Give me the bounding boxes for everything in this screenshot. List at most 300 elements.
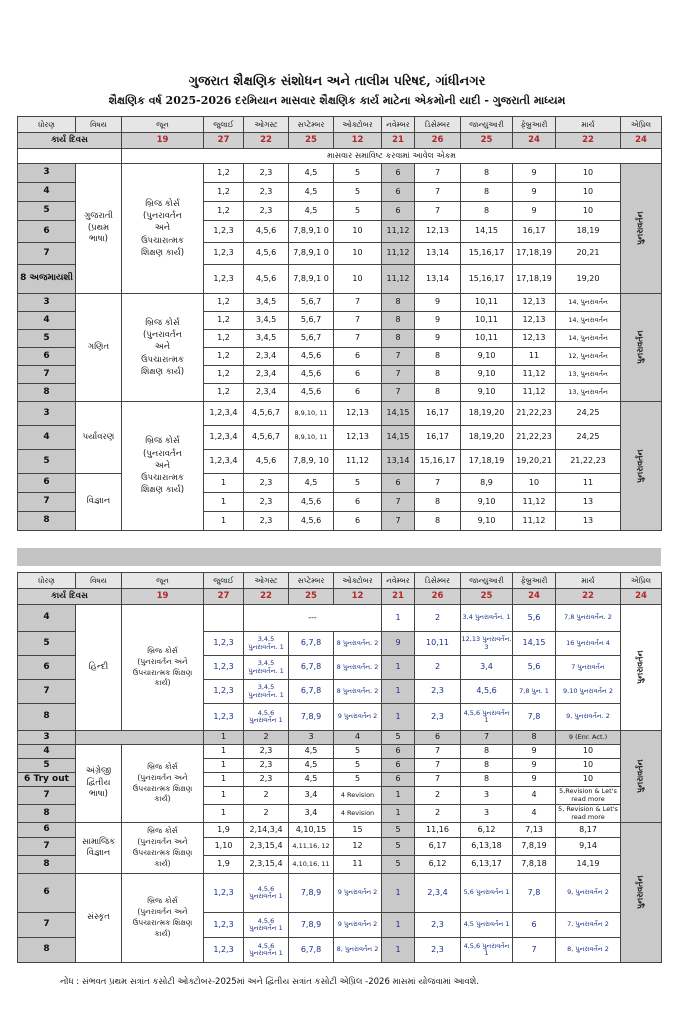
unit-cell: 8 — [382, 312, 415, 330]
unit-cell: 11 — [513, 348, 556, 366]
unit-cell: 7,8,18 — [513, 856, 556, 874]
unit-cell: 5,6,7 — [289, 330, 334, 348]
unit-cell: 7 — [382, 384, 415, 402]
unit-cell: 1,2,3 — [204, 874, 244, 913]
unit-cell: 8 પુનરાવર્તન. 2 — [334, 632, 382, 656]
unit-cell: 14, પુનરાવર્તન — [556, 330, 621, 348]
bridge-course-label — [122, 605, 204, 731]
unit-cell: 5 — [382, 731, 415, 745]
cell-line: (પુનરાવર્તન અને — [137, 772, 188, 782]
unit-cell: 3,4 — [289, 805, 334, 823]
unit-table-1 — [17, 116, 662, 531]
unit-cell: 1,2 — [204, 366, 244, 384]
unit-cell: 1,2,3 — [204, 632, 244, 656]
unit-cell: 9 પુનરાવર્તન 2 — [334, 913, 382, 938]
cell-line: અને — [154, 342, 171, 353]
unit-cell: 16 પુનરાવર્તન 4 — [556, 632, 621, 656]
revision-side-label — [621, 605, 662, 731]
column-header: માર્ચ — [556, 117, 621, 133]
cell-line: ભાષા) — [88, 234, 109, 245]
unit-cell: 2,3,15,4 — [244, 856, 289, 874]
unit-cell: 10 — [556, 164, 621, 183]
unit-cell: 4,5 — [289, 202, 334, 221]
unit-cell: 7 — [415, 202, 461, 221]
unit-cell: 5,6,7 — [289, 312, 334, 330]
unit-cell: 2,3 — [244, 474, 289, 493]
cell-line: દ્વિતીય — [86, 777, 111, 788]
unit-cell: 2,3,4 — [244, 384, 289, 402]
unit-cell: 1,2,3 — [204, 221, 244, 243]
cell-line: અને — [154, 223, 171, 234]
unit-cell: 1 — [204, 493, 244, 512]
unit-cell: 5 — [334, 183, 382, 202]
cell-line: ઉપચારાત્મક — [141, 235, 184, 246]
unit-cell: 12,13 — [415, 221, 461, 243]
unit-cell: 1,9 — [204, 856, 244, 874]
std-cell: 8 અજમાયશી — [18, 265, 76, 294]
unit-cell: 17,18,19 — [513, 265, 556, 294]
unit-cell: 7,8 પુન. 1 — [513, 680, 556, 704]
column-header: ફેબ્રુઆરી — [513, 573, 556, 589]
std-cell: 6 — [18, 221, 76, 243]
unit-cell: 1 — [382, 787, 415, 805]
std-cell: 3 — [18, 402, 76, 426]
unit-cell: 20,21 — [556, 243, 621, 265]
cell-line: કાર્ય) — [154, 794, 171, 804]
unit-cell: 14, પુનરાવર્તન — [556, 312, 621, 330]
column-header: ઓક્ટોબર — [334, 117, 382, 133]
unit-cell: 11,12 — [382, 243, 415, 265]
unit-cell: 1,2,3 — [204, 938, 244, 963]
unit-cell: 10 — [334, 265, 382, 294]
unit-cell: 3,4,5 પુનરાવર્તન. 1 — [244, 656, 289, 680]
unit-cell: 4,5,6 — [244, 265, 289, 294]
unit-cell: 5 — [334, 164, 382, 183]
unit-cell: 1,2,3 — [204, 656, 244, 680]
unit-table-2 — [17, 572, 662, 963]
unit-cell: 19,20 — [556, 265, 621, 294]
unit-cell: 12,13 — [334, 402, 382, 426]
subject-gujarati — [76, 164, 122, 294]
column-header: જૂન — [122, 117, 204, 133]
work-days-value: 12 — [334, 133, 382, 149]
unit-cell: 3 — [461, 805, 513, 823]
unit-cell: 7 — [415, 164, 461, 183]
unit-cell: 6 — [334, 512, 382, 531]
unit-cell: 4,5 પુનરાવર્તન 1 — [461, 913, 513, 938]
unit-cell: 2 — [415, 605, 461, 632]
unit-cell: 7,8,9 — [289, 704, 334, 731]
revision-side-label — [621, 731, 662, 823]
unit-cell: 8 — [415, 512, 461, 531]
unit-cell: 10 — [556, 773, 621, 787]
unit-cell: 5 — [334, 745, 382, 759]
unit-cell: 12 — [334, 838, 382, 856]
unit-cell: 15,16,17 — [461, 265, 513, 294]
unit-cell: 7 — [382, 348, 415, 366]
page-subtitle: શૈક્ષણિક વર્ષ 2025-2026 દરમિયાન માસવાર શૈક્ષણિક કાર્ય માટેના એકમોની યાદી - ગુજરાતી માધ્યમ — [108, 94, 566, 107]
unit-cell: 7 — [382, 366, 415, 384]
unit-cell: 6 — [382, 164, 415, 183]
unit-cell: 11,12 — [513, 512, 556, 531]
unit-cell: 4,5 — [289, 745, 334, 759]
unit-cell: 4,5,6 — [244, 243, 289, 265]
unit-cell: 12, પુનરાવર્તન — [556, 348, 621, 366]
std-cell: 5 — [18, 330, 76, 348]
std-cell: 5 — [18, 202, 76, 221]
std-cell: 8 — [18, 384, 76, 402]
unit-cell: 13 — [556, 493, 621, 512]
blank-cell — [18, 149, 122, 164]
unit-cell: 1,2 — [204, 384, 244, 402]
unit-cell: 14,15 — [513, 632, 556, 656]
unit-cell: 1,10 — [204, 838, 244, 856]
unit-cell: 1 — [204, 759, 244, 773]
unit-cell: 11,12 — [334, 450, 382, 474]
unit-cell: 2 — [244, 731, 289, 745]
unit-cell: 7 — [513, 938, 556, 963]
unit-cell: 9 — [415, 330, 461, 348]
unit-cell: 5,6 — [513, 605, 556, 632]
table-row — [18, 402, 662, 426]
unit-cell: 6,13,17 — [461, 856, 513, 874]
work-days-value: 24 — [513, 133, 556, 149]
unit-cell: 10 — [334, 243, 382, 265]
unit-cell: 7,13 — [513, 823, 556, 838]
unit-cell: 4,5,6,7 — [244, 426, 289, 450]
unit-cell: 9 — [513, 759, 556, 773]
unit-cell: 3 — [461, 787, 513, 805]
cell-line: ઉપચારાત્મક — [141, 473, 184, 484]
unit-cell: 2,3 — [244, 773, 289, 787]
unit-cell: 11,12 — [513, 384, 556, 402]
unit-cell: 6,17 — [415, 838, 461, 856]
unit-cell: 10 — [334, 221, 382, 243]
column-header: જૂન — [122, 573, 204, 589]
cell-line: બ્રિજ કોર્સ — [147, 826, 178, 836]
unit-cell: 4 — [513, 787, 556, 805]
unit-cell: 10,11 — [461, 330, 513, 348]
cell-line: બ્રિજ કોર્સ — [145, 436, 180, 447]
unit-cell: 7 — [334, 294, 382, 312]
unit-cell: 5 — [382, 856, 415, 874]
unit-cell: 4,5,6 — [289, 348, 334, 366]
table-row — [18, 294, 662, 312]
section-divider — [17, 548, 661, 566]
unit-cell: 10,11 — [461, 312, 513, 330]
unit-cell: 1,2 — [204, 294, 244, 312]
sub-header: માસવાર સમાવિષ્ટ કરવામાં આવેલ એકમ — [122, 149, 662, 164]
work-days-value: 25 — [289, 133, 334, 149]
unit-cell: 6 — [513, 913, 556, 938]
unit-cell: 1 — [382, 805, 415, 823]
unit-cell: 1 — [204, 745, 244, 759]
unit-cell: 8 પુનરાવર્તન. 2 — [334, 680, 382, 704]
unit-cell: 6,13,18 — [461, 838, 513, 856]
unit-cell: 11,12 — [382, 221, 415, 243]
unit-cell: 7,8,9, 10 — [289, 450, 334, 474]
unit-cell: 4,5,6 પુનરાવર્તન 1 — [244, 913, 289, 938]
cell-line: બ્રિજ કોર્સ — [145, 317, 180, 328]
unit-cell: 11 — [334, 856, 382, 874]
bridge-course-label — [122, 402, 204, 531]
table-row — [18, 164, 662, 183]
unit-cell: 7,8,9,1 0 — [289, 221, 334, 243]
unit-cell: 13 — [556, 512, 621, 531]
unit-cell: 9, પુનરાવર્તન. 2 — [556, 704, 621, 731]
work-days-value: 25 — [461, 133, 513, 149]
unit-cell: 14,15 — [382, 426, 415, 450]
std-cell: 7 — [18, 913, 76, 938]
revision-side-label — [621, 164, 662, 294]
unit-cell: 12,13 — [513, 330, 556, 348]
work-days-value: 24 — [513, 589, 556, 605]
cell-line: ઉપચારાત્મક શિક્ષણ — [132, 918, 193, 927]
column-header: જુલાઈ — [204, 573, 244, 589]
header-row — [18, 117, 662, 133]
unit-cell: 4,5 — [289, 773, 334, 787]
unit-cell: 6,12 — [415, 856, 461, 874]
unit-cell: 7 — [415, 474, 461, 493]
unit-cell: 4,5,6 પુનરાવર્તન 1 — [244, 874, 289, 913]
unit-cell: 1,2,3 — [204, 243, 244, 265]
cell-line: (પ્રથમ — [87, 222, 110, 233]
unit-cell: 12,13 — [513, 294, 556, 312]
unit-cell: 4,5,6 પુનરાવર્તન 1 — [244, 938, 289, 963]
unit-cell: 9 — [382, 632, 415, 656]
unit-cell: 4,5,6 પુનરાવર્તન 1 — [461, 704, 513, 731]
unit-cell: 1,2,3,4 — [204, 402, 244, 426]
bridge-course-label — [122, 745, 204, 823]
cell-line: બ્રિજ કોર્સ — [147, 761, 178, 771]
unit-cell: 1,2,3 — [204, 913, 244, 938]
unit-cell: 2,3,4 — [415, 874, 461, 913]
cell-line: (પુનરાવર્તન અને — [137, 837, 188, 847]
unit-cell: 5 — [382, 823, 415, 838]
cell-line: ઉપચારાત્મક શિક્ષણ — [132, 783, 193, 793]
unit-cell: 7 — [382, 512, 415, 531]
unit-cell: 15,16,17 — [415, 450, 461, 474]
work-days-value: 12 — [334, 589, 382, 605]
unit-cell: 1 — [204, 731, 244, 745]
unit-cell: 4,5,6 — [289, 512, 334, 531]
unit-cell: 9 — [513, 202, 556, 221]
unit-cell: 7,8 — [513, 704, 556, 731]
column-header: એપ્રિલ — [621, 573, 662, 589]
unit-cell: 4 Revision — [334, 787, 382, 805]
unit-cell: 9, પુનરાવર્તન 2 — [556, 874, 621, 913]
unit-cell: 1 — [204, 474, 244, 493]
unit-cell: 8 — [382, 330, 415, 348]
table-row — [18, 605, 662, 632]
unit-cell: 1,2 — [204, 183, 244, 202]
unit-cell: 9,10 — [461, 493, 513, 512]
unit-cell: 6 — [382, 773, 415, 787]
column-header: માર્ચ — [556, 573, 621, 589]
unit-cell: 2,3 — [244, 202, 289, 221]
subject-english — [76, 745, 122, 823]
unit-cell: 7 પુનરાવર્તન — [556, 656, 621, 680]
unit-cell: 8,9 — [461, 474, 513, 493]
unit-cell: 8 — [461, 164, 513, 183]
subject-sanskrit: સંસ્કૃત — [76, 874, 122, 963]
work-days-value: 22 — [244, 589, 289, 605]
cell-line: બ્રિજ કોર્સ — [145, 198, 180, 209]
std-cell: 4 — [18, 745, 76, 759]
unit-cell: 5, Revision & Let's read more — [556, 805, 621, 823]
cell-line: (પુનરાવર્તન અને — [137, 907, 188, 917]
unit-cell: 7 — [334, 312, 382, 330]
bridge-course-label — [122, 823, 204, 874]
cell-line: ઉપચારાત્મક શિક્ષણ — [132, 848, 193, 857]
unit-cell: 6 — [334, 384, 382, 402]
unit-cell: 7,8,9,1 0 — [289, 265, 334, 294]
unit-cell: 7,8,19 — [513, 838, 556, 856]
unit-cell: 1 — [382, 704, 415, 731]
cell-line: (પુનરાવર્તન — [143, 211, 182, 222]
unit-cell: 1 — [382, 605, 415, 632]
unit-cell: 7,8,9 — [289, 913, 334, 938]
unit-cell: 1 — [204, 787, 244, 805]
column-header: જાન્યુઆરી — [461, 117, 513, 133]
unit-cell: 9 પુનરાવર્તન 2 — [334, 874, 382, 913]
unit-cell: 4,5,6 — [244, 221, 289, 243]
unit-cell: 5,6 પુનરાવર્તન 1 — [461, 874, 513, 913]
header-row — [18, 573, 662, 589]
unit-cell: 4,10,16, 11 — [289, 856, 334, 874]
unit-cell: 8 — [382, 294, 415, 312]
std-cell: 6 — [18, 348, 76, 366]
unit-cell: 9 પુનરાવર્તન 2 — [334, 704, 382, 731]
unit-cell: 12,13 પુનરાવર્તન. 3 — [461, 632, 513, 656]
unit-cell: 16,17 — [415, 402, 461, 426]
column-header: ઓગસ્ટ — [244, 573, 289, 589]
unit-cell: 21,22,23 — [513, 426, 556, 450]
unit-cell: 15,16,17 — [461, 243, 513, 265]
unit-cell: 3,4,5 — [244, 294, 289, 312]
unit-cell: 10,11 — [461, 294, 513, 312]
column-header: જુલાઈ — [204, 117, 244, 133]
unit-cell: 12,13 — [513, 312, 556, 330]
unit-cell: 2,3 — [415, 680, 461, 704]
unit-cell: 9 — [513, 773, 556, 787]
unit-cell: 1 — [204, 512, 244, 531]
unit-cell: 1,2,3,4 — [204, 426, 244, 450]
unit-cell: 1 — [382, 874, 415, 913]
work-days-value: 26 — [415, 133, 461, 149]
unit-cell: 3,4 — [461, 656, 513, 680]
std-cell: 6 — [18, 874, 76, 913]
unit-cell: 13,14 — [415, 265, 461, 294]
unit-cell: 2,3 — [244, 164, 289, 183]
subject-maths: ગણિત — [76, 294, 122, 402]
page-title: ગુજરાત શૈક્ષણિક સંશોધન અને તાલીમ પરિષદ, ગાંધીનગર — [188, 74, 486, 89]
unit-cell: 1,9 — [204, 823, 244, 838]
column-header: એપ્રિલ — [621, 117, 662, 133]
unit-cell: 7 — [415, 759, 461, 773]
revision-side-label: પુનરાવર્તન — [635, 330, 645, 365]
cell-line: (પુનરાવર્તન — [143, 448, 182, 459]
std-cell: 8 — [18, 938, 76, 963]
unit-cell: 8 — [415, 366, 461, 384]
cell-line: અને — [154, 460, 171, 471]
unit-cell: 2 — [244, 787, 289, 805]
unit-cell: 4,5,6 — [289, 493, 334, 512]
unit-cell: 17,18,19 — [461, 450, 513, 474]
unit-cell: 9 — [513, 164, 556, 183]
unit-cell: 1,2,3 — [204, 265, 244, 294]
std-cell: 6 Try out — [18, 773, 76, 787]
unit-cell: 2 — [415, 656, 461, 680]
unit-cell: 9,10 — [461, 384, 513, 402]
unit-cell: 2,3 — [415, 704, 461, 731]
unit-cell: 7 — [461, 731, 513, 745]
cell-line: ભાષા) — [88, 789, 109, 800]
unit-cell: 8,17 — [556, 823, 621, 838]
unit-cell: 4,5,6 — [244, 450, 289, 474]
unit-cell: 15 — [334, 823, 382, 838]
std-cell: 7 — [18, 838, 76, 856]
column-header: વિષય — [76, 117, 122, 133]
unit-cell: 4,10,15 — [289, 823, 334, 838]
unit-cell: 3,4,5 — [244, 330, 289, 348]
std-cell: 3 — [18, 294, 76, 312]
unit-cell: 8,9,10, 11 — [289, 426, 334, 450]
column-header: ધોરણ — [18, 117, 76, 133]
unit-cell: 11,12 — [513, 366, 556, 384]
unit-cell: 10 — [556, 202, 621, 221]
unit-cell: 4,5 — [289, 759, 334, 773]
work-days-value: 25 — [461, 589, 513, 605]
unit-cell: 5 — [334, 773, 382, 787]
unit-cell: 5 — [334, 759, 382, 773]
std-cell: 8 — [18, 704, 76, 731]
cell-line: બ્રિજ કોર્સ — [147, 645, 178, 655]
std-cell: 3 — [18, 164, 76, 183]
cell-line: શિક્ષણ કાર્ય) — [140, 485, 185, 496]
cell-line: શિક્ષણ કાર્ય) — [140, 366, 185, 377]
unit-cell: 7,8 — [513, 874, 556, 913]
unit-cell: 14,15 — [461, 221, 513, 243]
unit-cell: 9 — [415, 294, 461, 312]
unit-cell: 18,19,20 — [461, 402, 513, 426]
unit-cell: 16,17 — [513, 221, 556, 243]
unit-cell: 1 — [382, 656, 415, 680]
unit-cell: 8 — [513, 731, 556, 745]
std-cell: 6 — [18, 474, 76, 493]
unit-cell: 2,3 — [244, 759, 289, 773]
unit-cell: 13,14 — [415, 243, 461, 265]
work-days-value: 19 — [122, 589, 204, 605]
blank-cell — [76, 731, 204, 745]
unit-cell: 4,11,16, 12 — [289, 838, 334, 856]
work-days-label: કાર્ય દિવસ — [18, 589, 122, 605]
unit-cell: 7 — [382, 493, 415, 512]
revision-side-label: પુનરાવર્તન — [635, 211, 645, 246]
unit-cell: 4 — [334, 731, 382, 745]
work-days-value: 22 — [556, 133, 621, 149]
column-header: ફેબ્રુઆરી — [513, 117, 556, 133]
revision-side-label: પુનરાવર્તન — [635, 449, 645, 483]
unit-cell: 7 — [415, 773, 461, 787]
unit-cell: 8 — [461, 745, 513, 759]
unit-cell: 8 — [415, 384, 461, 402]
unit-cell: 1,2 — [204, 348, 244, 366]
cell-line: અંગ્રેજી — [85, 766, 112, 777]
unit-cell: 2,3,4 — [244, 348, 289, 366]
unit-cell: 11,12 — [382, 265, 415, 294]
unit-cell: 8 — [415, 348, 461, 366]
